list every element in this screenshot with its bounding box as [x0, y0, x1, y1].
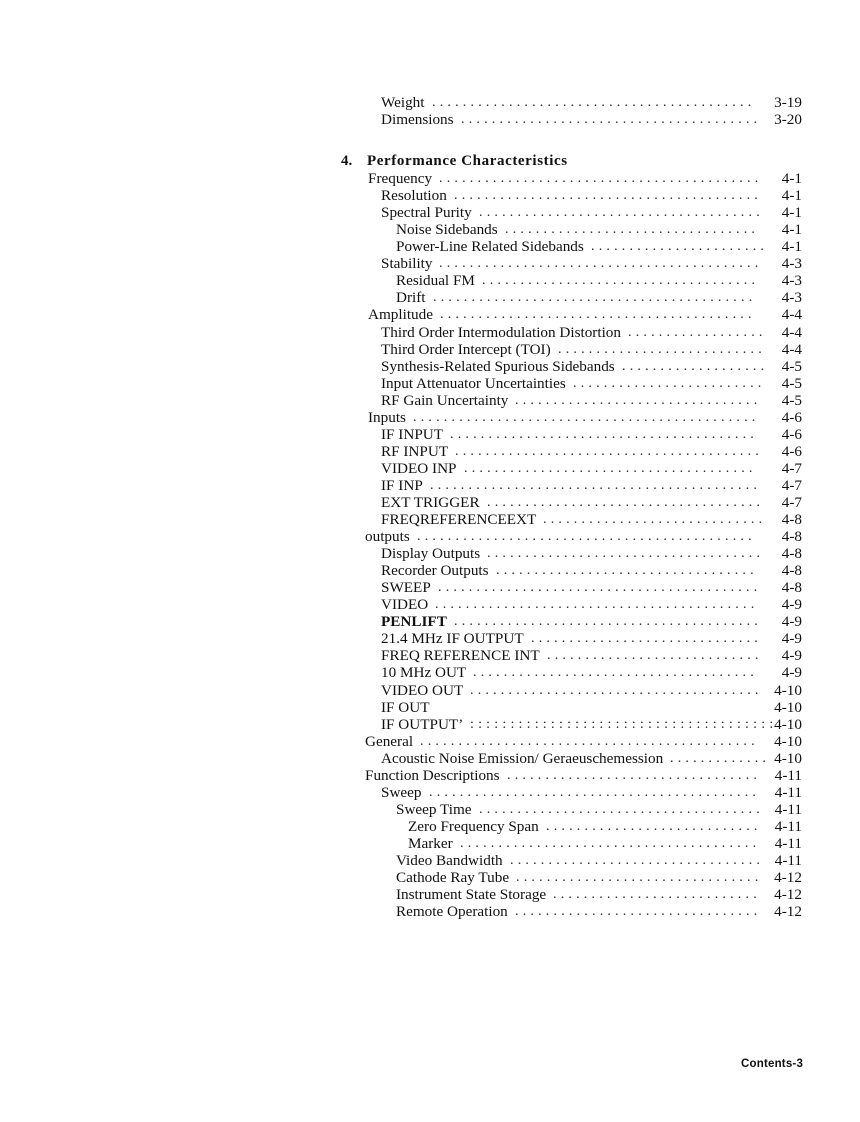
toc-entry-page: 4-11 — [774, 783, 802, 801]
toc-entry-label: FREQ REFERENCE INT — [381, 647, 543, 664]
toc-entry-page: 4-1 — [781, 187, 802, 205]
toc-entry-label: Zero Frequency Span — [408, 818, 542, 835]
toc-entry[interactable] — [0, 477, 860, 494]
toc-entry[interactable] — [0, 664, 860, 681]
dot-leader: ................................ — [516, 870, 763, 886]
toc-entry-label: IF INP — [381, 477, 426, 494]
toc-entry[interactable] — [0, 647, 860, 664]
toc-entry-label: Residual FM — [396, 272, 478, 289]
dot-leader: :::::::::::::::::::::::::::::::::::::: — [470, 716, 778, 732]
dot-leader: ....................................... — [460, 835, 761, 851]
dot-leader: ............................................ — [420, 733, 759, 749]
dot-leader: .......................................... — [439, 256, 763, 272]
toc-entry-page: 4-4 — [781, 340, 802, 358]
toc-entry-label: Acoustic Noise Emission/ Geraeuschemession — [381, 750, 666, 767]
toc-entry-page: 4-10 — [774, 749, 802, 767]
toc-entry-label: Input Attenuator Uncertainties — [381, 375, 569, 392]
dot-leader: ............................ — [546, 818, 762, 834]
toc-entry-label: RF Gain Uncertainty — [381, 392, 511, 409]
dot-leader: ..................................... — [479, 801, 764, 817]
dot-leader: .................................... — [487, 494, 765, 510]
toc-entry-page: 4-5 — [781, 374, 802, 392]
toc-entry[interactable] — [0, 545, 860, 562]
toc-entry[interactable] — [0, 903, 860, 920]
toc-entry-label: Sweep Time — [396, 801, 475, 818]
dot-leader: ............................. — [543, 512, 767, 528]
toc-entry-label: Weight — [381, 94, 428, 111]
dot-leader: ............. — [670, 750, 771, 766]
dot-leader: .............................. — [531, 631, 762, 647]
dot-leader: ................................. — [505, 222, 760, 238]
toc-entry-page: 4-4 — [781, 306, 802, 324]
toc-entry-label: 10 MHz OUT — [381, 664, 469, 681]
toc-entry[interactable] — [0, 426, 860, 443]
dot-leader: ........................... — [558, 341, 766, 357]
toc-entry[interactable] — [0, 886, 860, 903]
dot-leader: .................................... — [487, 546, 765, 562]
toc-entry[interactable] — [0, 204, 860, 221]
toc-entry[interactable] — [0, 682, 860, 699]
toc-entry-page: 4-7 — [781, 476, 802, 494]
toc-entry-page: 4-6 — [781, 408, 802, 426]
dot-leader: ................................ — [515, 392, 762, 408]
toc-entry-page: 4-6 — [781, 442, 802, 460]
toc-entry-page: 4-5 — [781, 357, 802, 375]
toc-entry[interactable] — [0, 579, 860, 596]
dot-leader: ..................................... — [473, 665, 758, 681]
toc-entry[interactable] — [0, 306, 860, 323]
toc-entry-label: IF INPUT — [381, 426, 446, 443]
toc-entry[interactable] — [0, 852, 860, 869]
toc-entry-label: VIDEO — [381, 596, 431, 613]
toc-entry-page: 4-11 — [774, 817, 802, 835]
dot-leader: ............................................. — [413, 409, 760, 425]
dot-leader: ............................ — [547, 648, 763, 664]
dot-leader: ........................................ — [455, 443, 763, 459]
dot-leader: ................... — [622, 358, 769, 374]
toc-entry[interactable] — [0, 733, 860, 750]
toc-entry-page: 4-12 — [774, 886, 802, 904]
toc-entry-page: 4-8 — [781, 545, 802, 563]
toc-entry[interactable] — [0, 289, 860, 306]
toc-entry-page: 4-3 — [781, 289, 802, 307]
toc-entry-page: 4-1 — [781, 238, 802, 256]
dot-leader: .................................... — [482, 273, 760, 289]
toc-entry-page: 4-3 — [781, 255, 802, 273]
dot-leader: .......................................... — [435, 597, 759, 613]
toc-entry-label: Frequency — [368, 170, 435, 187]
toc-entry-label: Synthesis-Related Spurious Sidebands — [381, 358, 618, 375]
toc-entry-label: IF OUTPUT’ — [381, 716, 466, 733]
dot-leader: ........................................... — [429, 784, 761, 800]
toc-entry[interactable] — [0, 528, 860, 545]
toc-entry-label: Sweep — [381, 784, 425, 801]
toc-entry-label: General — [365, 733, 416, 750]
toc-entry[interactable] — [0, 341, 860, 358]
dot-leader: ..................................... — [479, 205, 764, 221]
toc-entry-label: EXT TRIGGER — [381, 494, 483, 511]
toc-entry[interactable] — [0, 392, 860, 409]
toc-entry[interactable] — [0, 562, 860, 579]
toc-entry-page: 4-8 — [781, 562, 802, 580]
toc-entry-page: 4-5 — [781, 391, 802, 409]
toc-entry[interactable] — [0, 324, 860, 341]
toc-entry-weight[interactable] — [0, 94, 860, 111]
toc-entry[interactable] — [0, 255, 860, 272]
toc-entry[interactable] — [0, 238, 860, 255]
toc-entry-page: 4-12 — [774, 869, 802, 887]
dot-leader: ......................................... — [440, 307, 756, 323]
toc-entry-label: VIDEO INP — [381, 460, 460, 477]
toc-entry[interactable] — [0, 869, 860, 886]
toc-entry-label: IF OUT — [381, 699, 433, 716]
dot-leader: ...................................... — [464, 460, 757, 476]
toc-entry-page: 4-10 — [774, 681, 802, 699]
toc-entry-page: 4-8 — [781, 579, 802, 597]
dot-leader: ...................................... — [470, 682, 763, 698]
toc-entry-page: 4-1 — [781, 170, 802, 188]
toc-entry-label: FREQREFERENCEEXT — [381, 511, 539, 528]
toc-entry-page: 4-8 — [781, 511, 802, 529]
toc-entry-page: 4-11 — [774, 834, 802, 852]
toc-entry-label: Third Order Intercept (TOI) — [381, 341, 554, 358]
toc-entry-page: 3-19 — [774, 94, 802, 111]
dot-leader: .................................. — [496, 563, 758, 579]
toc-entry[interactable] — [0, 460, 860, 477]
dot-leader: ........................................ — [454, 614, 762, 630]
dot-leader: .......................................... — [439, 171, 763, 187]
toc-entry-label: 21.4 MHz IF OUTPUT — [381, 630, 527, 647]
chapter-number: 4. — [341, 153, 353, 170]
dot-leader: ................................. — [510, 852, 765, 868]
toc-entry-page: 4-10 — [774, 715, 802, 733]
toc-entry-label: RF INPUT — [381, 443, 451, 460]
chapter-title: Performance Characteristics — [367, 153, 568, 170]
toc-entry[interactable] — [0, 835, 860, 852]
toc-entry-label: Remote Operation — [396, 903, 511, 920]
toc-entry[interactable] — [0, 630, 860, 647]
dot-leader: ......................... — [573, 375, 766, 391]
page-footer: Contents-3 — [741, 1058, 804, 1070]
toc-entry[interactable] — [0, 221, 860, 238]
toc-entry-page: 4-9 — [781, 664, 802, 682]
toc-entry[interactable] — [0, 358, 860, 375]
toc-entry-page: 3-20 — [774, 111, 802, 129]
toc-entry[interactable] — [0, 511, 860, 528]
toc-entry[interactable] — [0, 716, 860, 733]
toc-entry-label: Noise Sidebands — [396, 221, 501, 238]
toc-entry[interactable] — [0, 801, 860, 818]
toc-entry-page: 4-10 — [774, 732, 802, 750]
toc-entry-label: Resolution — [381, 187, 450, 204]
toc-entry[interactable] — [0, 443, 860, 460]
toc-entry-label: outputs — [365, 528, 413, 545]
toc-entry-label: Stability — [381, 255, 435, 272]
toc-entry-label: Dimensions — [381, 111, 457, 128]
toc-entry-page: 4-11 — [774, 851, 802, 869]
toc-entry-page: 4-9 — [781, 630, 802, 648]
toc-entry-dimensions[interactable] — [0, 111, 860, 128]
toc-entry-label: Video Bandwidth — [396, 852, 506, 869]
toc-entry[interactable] — [0, 375, 860, 392]
toc-entry-label: Third Order Intermodulation Distortion — [381, 324, 624, 341]
toc-entry-page: 4-9 — [781, 647, 802, 665]
toc-entry-page: 4-9 — [781, 596, 802, 614]
toc-entry-label: Function Descriptions — [365, 767, 503, 784]
table-of-contents — [0, 94, 860, 920]
toc-entry-label: Display Outputs — [381, 545, 483, 562]
dot-leader: ................................. — [507, 767, 762, 783]
toc-entry-label: Power-Line Related Sidebands — [396, 238, 587, 255]
toc-entry-page: 4-1 — [781, 204, 802, 222]
dot-leader: .......................................... — [438, 580, 762, 596]
toc-entry-page: 4-9 — [781, 613, 802, 631]
toc-entry-label: Recorder Outputs — [381, 562, 492, 579]
dot-leader: .......................................... — [432, 95, 756, 110]
toc-entry-page: 4-7 — [781, 459, 802, 477]
toc-entry[interactable] — [0, 409, 860, 426]
toc-entry-label: Cathode Ray Tube — [396, 869, 512, 886]
toc-entry-page: 4-4 — [781, 323, 802, 341]
toc-entry-page: 4-10 — [774, 698, 802, 716]
toc-entry[interactable] — [0, 596, 860, 613]
toc-entry-page: 4-7 — [781, 493, 802, 511]
toc-entry-page: 4-11 — [774, 766, 802, 784]
dot-leader: ........................................... — [430, 477, 762, 493]
toc-entry[interactable] — [0, 818, 860, 835]
toc-entry[interactable] — [0, 784, 860, 801]
toc-entry[interactable] — [0, 272, 860, 289]
toc-entry-page: 4-1 — [781, 221, 802, 239]
toc-entry-label: Spectral Purity — [381, 204, 475, 221]
toc-entry-label: Inputs — [368, 409, 409, 426]
dot-leader: .......................................... — [433, 290, 757, 306]
toc-entry[interactable] — [0, 750, 860, 767]
dot-leader: .................. — [628, 324, 767, 340]
toc-entry-label: Amplitude — [368, 306, 436, 323]
dot-leader: ................................ — [515, 904, 762, 920]
dot-leader: ........................................ — [454, 188, 762, 204]
dot-leader: ........................................ — [450, 426, 758, 442]
toc-entry-label: PENLIFT — [381, 613, 450, 630]
toc-entry-page: 4-6 — [781, 425, 802, 443]
toc-entry-label: Marker — [408, 835, 456, 852]
toc-entry[interactable] — [0, 699, 860, 716]
toc-entry[interactable] — [0, 494, 860, 511]
dot-leader: ........................... — [553, 887, 761, 903]
toc-entry-label: SWEEP — [381, 579, 434, 596]
toc-entry[interactable] — [0, 767, 860, 784]
toc-entry[interactable] — [0, 170, 860, 187]
toc-entry-page: 4-8 — [781, 528, 802, 546]
dot-leader: ....................... — [591, 239, 769, 255]
dot-leader: ............................................ — [417, 529, 756, 545]
toc-entry-page: 4-12 — [774, 903, 802, 921]
chapter-heading[interactable] — [0, 153, 860, 170]
toc-entry[interactable] — [0, 613, 860, 630]
toc-entry[interactable] — [0, 187, 860, 204]
toc-entry-page: 4-11 — [774, 800, 802, 818]
dot-leader: ....................................... — [461, 112, 762, 128]
toc-entry-label: VIDEO OUT — [381, 682, 466, 699]
toc-entry-label: Instrument State Storage — [396, 886, 549, 903]
toc-entry-label: Drift — [396, 289, 429, 306]
toc-entry-page: 4-3 — [781, 272, 802, 290]
